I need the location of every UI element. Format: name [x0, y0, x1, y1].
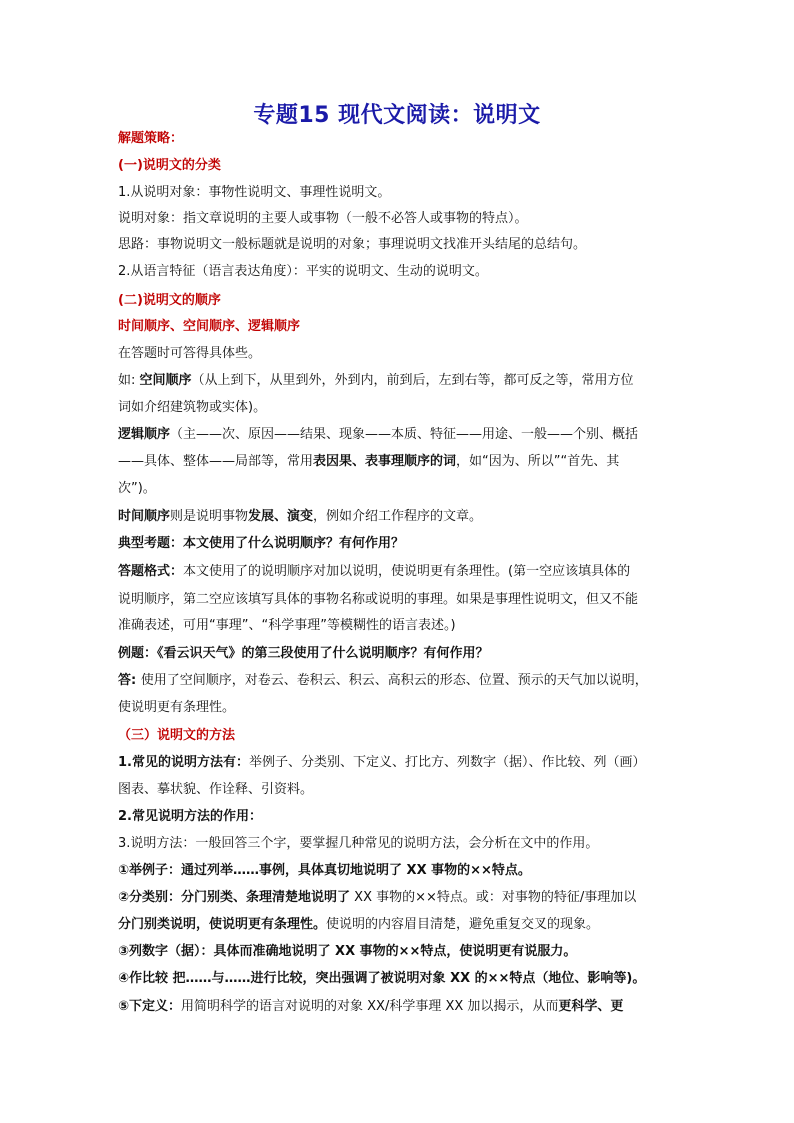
- text-run: 1.常见的说明方法有：: [118, 755, 249, 770]
- section3-heading: （三）说明文的方法: [118, 728, 236, 743]
- text-run: 答题格式：: [118, 564, 184, 579]
- section1-line1: 1.从说明对象：事物性说明文、事理性说明文。: [118, 185, 391, 200]
- strategy-label: 解题策略：: [118, 131, 184, 146]
- section2-line7: [118, 508, 482, 526]
- text-run: 本文使用了的说明顺序对加以说明，使说明更有条理性。(第一空应该填具体的: [183, 564, 631, 579]
- section2-line11: 准确表述，可用“事理”、“科学事理”等模糊性的语言表述。): [118, 618, 456, 633]
- section2-line8: [118, 535, 404, 553]
- section2-line12: [118, 645, 489, 663]
- text-run: ，如“因为、所以”“首先、其: [456, 454, 620, 469]
- section1-heading: (一)说明文的分类: [118, 158, 221, 173]
- text-run: 用简明科学的语言对说明的对象 XX/科学事理 XX 加以揭示，从而: [181, 999, 559, 1014]
- text-run: ⑤下定义：: [118, 999, 182, 1014]
- text-run: 分门别类说明，使说明更有条理性。: [118, 917, 327, 932]
- section2-line9: [118, 563, 630, 581]
- text-run: 空间顺序: [139, 373, 192, 388]
- text-run: 通过列举……事例，具体真切地说明了 XX 事物的××特点。: [181, 863, 531, 878]
- text-run: ——具体、整体——局部等，常用: [118, 454, 314, 469]
- text-run: 本文使用了什么说明顺序？有何作用？: [183, 536, 405, 551]
- section2-line4: [118, 426, 638, 444]
- text-run: 突出强调了被说明对象 XX 的××特点（地位、影响等)。: [315, 971, 646, 986]
- text-run: 例题：: [118, 646, 158, 661]
- text-run: XX 事物的××特点。或：对事物的特征/事理加以: [350, 890, 637, 905]
- section3-line3: 2.常见说明方法的作用：: [118, 809, 262, 824]
- section2-line14: 使说明更有条理性。: [118, 700, 236, 715]
- section2-subheading: 时间顺序、空间顺序、逻辑顺序: [118, 319, 301, 334]
- text-run: 表因果、表事理顺序的词: [313, 454, 457, 469]
- text-run: 具体而准确地说明了 XX 事物的××特点，: [213, 944, 460, 959]
- section3-line2: 图表、摹状貌、作诠释、引资料。: [118, 782, 314, 797]
- text-run: 更科学、更: [558, 999, 624, 1014]
- method-item-5: [118, 998, 623, 1016]
- section2-line10: 说明顺序，第二空应该填写具体的事物名称或说明的事理。如果是事理性说明文，但又不能: [118, 592, 639, 607]
- section2-line1: 在答题时可答得具体些。: [118, 346, 262, 361]
- text-run: ③列数字（据）：: [118, 944, 214, 959]
- section2-line2: [118, 372, 634, 390]
- section1-line3: 思路：事物说明文一般标题就是说明的对象；事理说明文找准开头结尾的总结句。: [118, 237, 587, 252]
- section2-heading: (二)说明文的顺序: [118, 293, 221, 308]
- text-run: 则是说明事物: [170, 509, 249, 524]
- section2-line6: 次”)。: [118, 481, 156, 496]
- text-run: ，例如介绍工作程序的文章。: [313, 509, 483, 524]
- text-run: （从上到下，从里到外，外到内，前到后，左到右等，都可反之等，常用方位: [191, 373, 634, 388]
- method-item-2: [118, 889, 636, 907]
- section2-line5: [118, 453, 619, 471]
- text-run: 时间顺序: [118, 509, 171, 524]
- text-run: 发展、演变: [248, 509, 314, 524]
- method-item-3: [118, 943, 576, 961]
- text-run: ④作比较 把……与……进行比较，: [118, 971, 316, 986]
- section2-line3: 词如介绍建筑物或实体)。: [118, 400, 267, 415]
- text-run: 分门别类、条理清楚地说明了: [181, 890, 351, 905]
- text-run: 如:: [118, 373, 140, 388]
- text-run: 逻辑顺序: [118, 427, 171, 442]
- section1-line4: 2.从语言特征（语言表达角度）：平实的说明文、生动的说明文。: [118, 264, 488, 279]
- page-title: 专题15 现代文阅读：说明文: [253, 103, 541, 128]
- text-run: 使说明的内容眉目清楚，避免重复交叉的现象。: [326, 917, 600, 932]
- method-item-4: [118, 970, 645, 988]
- text-run: 使说明更有说服力。: [459, 944, 577, 959]
- text-run: 使用了空间顺序，对卷云、卷积云、积云、高积云的形态、位置、预示的天气加以说明，: [140, 673, 648, 688]
- text-run: （主——次、原因——结果、现象——本质、特征——用途、一般——个别、概括: [170, 427, 639, 442]
- section1-line2: 说明对象：指文章说明的主要人或事物（一般不必答人或事物的特点）。: [118, 211, 528, 226]
- method-item-2-cont: [118, 916, 599, 934]
- text-run: 《看云识天气》的第三段使用了什么说明顺序？有何作用？: [157, 646, 489, 661]
- text-run: 答:: [118, 673, 141, 688]
- text-run: ②分类别：: [118, 890, 182, 905]
- text-run: 典型考题：: [118, 536, 184, 551]
- text-run: 举例子、分类别、下定义、打比方、列数字（据）、作比较、列（画）: [248, 755, 646, 770]
- section2-line13: [118, 672, 648, 690]
- section3-line4: 3.说明方法：一般回答三个字，要掌握几种常见的说明方法，会分析在文中的作用。: [118, 836, 599, 851]
- section3-line1: [118, 754, 646, 772]
- text-run: ①举例子：: [118, 863, 182, 878]
- method-item-1: [118, 862, 531, 880]
